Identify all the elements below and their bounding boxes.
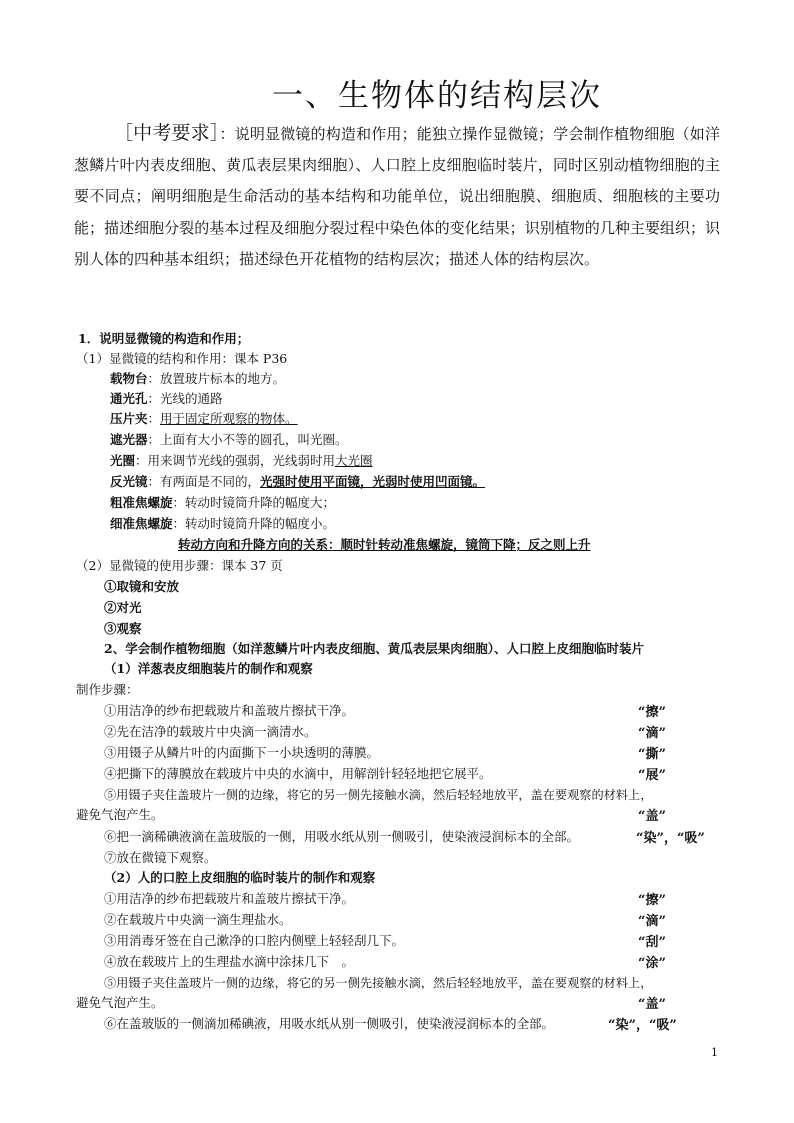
step-keyword: “盖”: [638, 809, 666, 824]
part-2-heading: （2）人的口腔上皮细胞的临时装片的制作和观察: [104, 870, 376, 885]
step-text: ①用洁净的纱布把载玻片和盖玻片擦拭干净。: [104, 703, 355, 718]
usage-step: ②对光: [104, 600, 142, 615]
section-1-sub-2: （2）显微镜的使用步骤：课本 37 页: [76, 558, 283, 573]
step-keyword: “刮”: [638, 935, 666, 950]
step-text: ②在载玻片中央滴一滴生理盐水。: [104, 912, 292, 927]
microscope-part: 光圈：用来调节光线的强弱，光线弱时用大光圈: [110, 453, 373, 468]
step-keyword: “滴”: [638, 726, 666, 741]
exam-requirements: ［中考要求］：说明显微镜的构造和作用；能独立操作显微镜；学会制作植物细胞（如洋葱鳞片叶内表皮细胞、黄瓜表层果肉细胞）、人口腔上皮细胞临时装片，同时区别动植物细胞的主要不同点；阐明细胞是生命活动的基本结构和功能单位，说出细胞膜、细胞质、细胞核的主要功能；描述细胞分裂的基本过程及细胞分裂过程中染色体的变化结果；识别植物的几种主要组织；识别人体的四种基本组织；描述绿色开花植物的结构层次；描述人体的结构层次。: [74, 122, 720, 268]
microscope-part: 粗准焦螺旋：转动时镜筒升降的幅度大；: [110, 495, 336, 510]
step-text: ③用镊子从鳞片叶的内面撕下一小块透明的薄膜。: [104, 745, 380, 760]
usage-step: ①取镜和安放: [104, 579, 180, 594]
usage-step: ③观察: [104, 621, 142, 636]
microscope-part: 细准焦螺旋：转动时镜筒升降的幅度小。: [110, 516, 336, 531]
microscope-part: 载物台：放置玻片标本的地方。: [110, 371, 286, 386]
step-keyword: “擦”: [638, 705, 666, 720]
step-text: ③用消毒牙签在自己漱净的口腔内侧壁上轻轻刮几下。: [104, 933, 405, 948]
step-keyword: “擦”: [638, 893, 666, 908]
step-keyword: “盖”: [638, 997, 666, 1012]
step-text: ⑤用镊子夹住盖玻片一侧的边缘，将它的另一侧先接触水滴，然后轻轻地放平，盖在要观察的材料上，: [104, 788, 653, 802]
microscope-part: 反光镜：有两面是不同的，光强时使用平面镜，光弱时使用凹面镜。: [110, 474, 486, 489]
step-text: ④放在载玻片上的生理盐水滴中涂抹几下 。: [104, 954, 355, 969]
step-keyword: “滴”: [638, 914, 666, 929]
microscope-part: 压片夹：用于固定所观察的物体。: [110, 411, 298, 426]
step-text: ⑦放在微镜下观察。: [104, 850, 217, 865]
step-keyword: “染”，“吸”: [636, 831, 705, 846]
section-1-heading: 1．说明显微镜的构造和作用；: [78, 331, 250, 346]
step-keyword: “撕”: [638, 747, 666, 762]
step-text: ⑤用镊子夹住盖玻片一侧的边缘，将它的另一侧先接触水滴，然后轻轻地放平，盖在要观察的材料上，: [104, 976, 653, 990]
step-keyword: “展”: [638, 768, 666, 783]
microscope-part: 遮光器：上面有大小不等的圆孔，叫光圈。: [110, 432, 348, 447]
step-text-cont: 避免气泡产生。: [76, 807, 164, 822]
requirements-label: ［中考要求］: [114, 122, 220, 144]
step-text: ⑥把一滴稀碘液滴在盖玻版的一侧，用吸水纸从别一侧吸引，使染液浸润标本的全部。: [104, 829, 580, 844]
step-text: ⑥在盖玻版的一侧滴加稀碘液，用吸水纸从别一侧吸引，使染液浸润标本的全部。: [104, 1016, 555, 1031]
step-text-cont: 避免气泡产生。: [76, 995, 164, 1010]
step-keyword: “染”，“吸”: [608, 1018, 677, 1033]
rotation-relation: 转动方向和升降方向的关系：顺时针转动准焦螺旋，镜筒下降；反之则上升: [178, 537, 591, 552]
step-text: ④把撕下的薄膜放在载玻片中央的水滴中，用解剖针轻轻地把它展平。: [104, 766, 492, 781]
step-text: ②先在洁净的载玻片中央滴一滴清水。: [104, 724, 317, 739]
section-1-sub-1: （1）显微镜的结构和作用：课本 P36: [76, 351, 288, 366]
page-number: 1: [711, 1046, 718, 1059]
part-1-heading: （1）洋葱表皮细胞装片的制作和观察: [104, 661, 313, 676]
microscope-part: 通光孔：光线的通路: [110, 391, 223, 406]
section-2-heading: 2、学会制作植物细胞（如洋葱鳞片叶内表皮细胞、黄瓜表层果肉细胞）、人口腔上皮细胞临时装片: [104, 641, 644, 656]
steps-label: 制作步骤：: [76, 682, 139, 697]
step-text: ①用洁净的纱布把载玻片和盖玻片擦拭干净。: [104, 891, 355, 906]
requirements-text: 说明显微镜的构造和作用；能独立操作显微镜；学会制作植物细胞（如洋葱鳞片叶内表皮细胞、黄瓜表层果肉细胞）、人口腔上皮细胞临时装片，同时区别动植物细胞的主要不同点；阐明细胞是生命活动的基本结构和功能单位，说出细胞膜、细胞质、细胞核的主要功能；描述细胞分裂的基本过程及细胞分裂过程中染色体的变化结果；识别植物的几种主要组织；识别人体的四种基本组织；描述绿色开花植物的结构层次；描述人体的结构层次。: [74, 125, 720, 268]
step-keyword: “涂”: [638, 956, 666, 971]
page-title: 一、生物体的结构层次: [272, 78, 602, 114]
